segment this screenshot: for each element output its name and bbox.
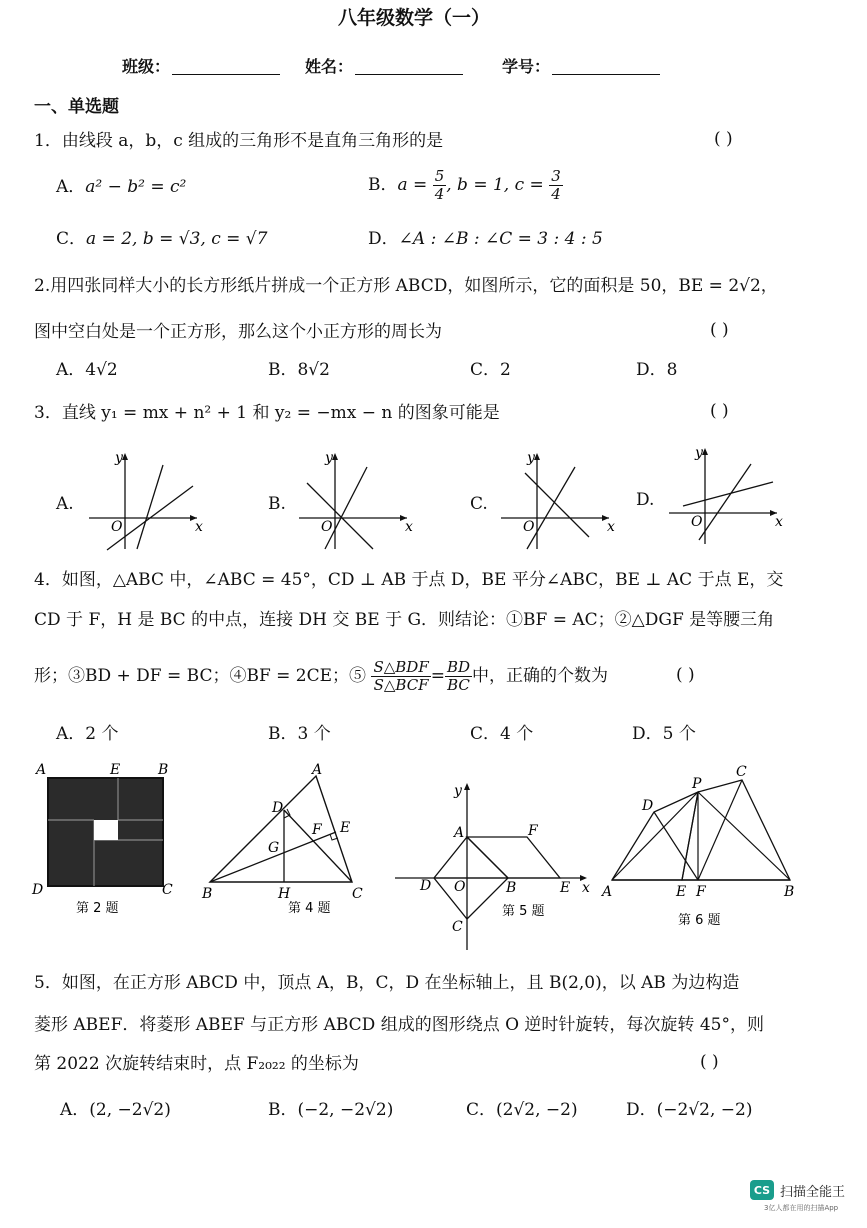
q2-option-a: A．4√2 bbox=[56, 360, 118, 380]
q5-line2: 菱形 ABEF．将菱形 ABEF 与正方形 ABCD 组成的图形绕点 O 逆时针旋转，每次旋转 45°，则 bbox=[34, 1015, 764, 1035]
q3-answer-paren: ( ) bbox=[710, 401, 729, 421]
label-a: A bbox=[36, 762, 47, 778]
figure-2 bbox=[30, 760, 190, 930]
q1-b-frac1-num: 5 bbox=[434, 167, 445, 185]
x-label: x bbox=[195, 519, 203, 535]
label-f: F bbox=[528, 823, 538, 839]
q4-line2: CD 于 F，H 是 BC 的中点，连接 DH 交 BE 于 G．则结论：①BF = AC；②△DGF 是等腰三角 bbox=[34, 610, 775, 630]
q4-line3-pre: 形；③BD + DF = BC；④BF = 2CE；⑤ bbox=[34, 666, 367, 686]
q5-line1: 5．如图，在正方形 ABCD 中，顶点 A，B，C，D 在坐标轴上，且 B(2,0)，以 AB 为边构造 bbox=[34, 973, 740, 993]
q5-answer-paren: ( ) bbox=[700, 1052, 719, 1072]
segment-cf bbox=[698, 780, 742, 880]
q1-option-a bbox=[56, 177, 186, 197]
q4-option-b: B．3 个 bbox=[268, 724, 331, 744]
q5-option-a: A．(2, −2√2) bbox=[60, 1100, 171, 1120]
q1-a-label: A． bbox=[56, 177, 86, 197]
class-label: 班级： bbox=[122, 57, 171, 76]
label-c: C bbox=[736, 764, 747, 780]
y-label: y bbox=[527, 450, 535, 466]
q2-option-c: C．2 bbox=[470, 360, 511, 380]
section-heading: 一、单选题 bbox=[34, 97, 119, 117]
q4-equals: = bbox=[430, 666, 445, 686]
q1-d-math: ∠A : ∠B : ∠C = 3 : 4 : 5 bbox=[398, 229, 603, 249]
class-field bbox=[122, 57, 280, 77]
q1-b-frac1 bbox=[433, 168, 447, 203]
figure-5 bbox=[390, 775, 600, 955]
q3-option-c: C. bbox=[470, 494, 488, 514]
camscanner-logo: CS bbox=[750, 1180, 774, 1200]
x-label: x bbox=[405, 519, 413, 535]
label-e: E bbox=[560, 880, 571, 896]
q4-area-num: S△BDF bbox=[373, 658, 429, 676]
q1-b-math-pre: a = bbox=[397, 175, 428, 195]
q2-option-b: B．8√2 bbox=[268, 360, 330, 380]
q1-a-math: a² − b² = c² bbox=[85, 177, 187, 197]
label-d: D bbox=[642, 798, 654, 814]
label-b: B bbox=[202, 886, 213, 902]
name-label: 姓名： bbox=[305, 57, 354, 76]
q1-b-frac2-num: 3 bbox=[551, 167, 561, 185]
label-y: y bbox=[454, 783, 462, 799]
label-b: B bbox=[158, 762, 169, 778]
q1-c-label: C． bbox=[56, 229, 87, 249]
label-p: P bbox=[692, 776, 702, 792]
q2-option-d: D．8 bbox=[636, 360, 678, 380]
fig5-caption: 第 5 题 bbox=[502, 904, 545, 919]
label-e: E bbox=[676, 884, 687, 900]
label-f: F bbox=[696, 884, 706, 900]
origin-label: O bbox=[321, 519, 333, 535]
q5-option-c: C．(2√2, −2) bbox=[466, 1100, 578, 1120]
id-blank bbox=[552, 58, 660, 75]
q5-line3: 第 2022 次旋转结束时，点 F₂₀₂₂ 的坐标为 bbox=[34, 1054, 359, 1074]
name-blank bbox=[355, 58, 463, 75]
label-d: D bbox=[32, 882, 44, 898]
name-field bbox=[305, 57, 463, 77]
label-a: A bbox=[454, 825, 465, 841]
q1-b-frac1-den: 4 bbox=[434, 185, 445, 203]
fig2-caption: 第 2 题 bbox=[76, 901, 119, 916]
q1-stem: 1．由线段 a，b，c 组成的三角形不是直角三角形的是 bbox=[34, 131, 444, 151]
q4-side-den: BC bbox=[447, 676, 470, 694]
q2-line1: 2.用四张同样大小的长方形纸片拼成一个正方形 ABCD，如图所示，它的面积是 50，BE = 2√2， bbox=[34, 276, 778, 296]
segment-pb bbox=[698, 792, 790, 880]
q5-option-b: B．(−2, −2√2) bbox=[268, 1100, 394, 1120]
rhombus-abef bbox=[467, 837, 560, 878]
label-f: F bbox=[312, 822, 322, 838]
label-c: C bbox=[452, 919, 463, 935]
q1-b-math-mid: , b = 1, c = bbox=[446, 175, 544, 195]
q3-graph-c bbox=[497, 445, 617, 555]
q1-option-d bbox=[368, 229, 603, 249]
origin-label: O bbox=[691, 514, 703, 530]
q4-area-ratio bbox=[371, 659, 430, 694]
q3-stem: 3．直线 y₁ = mx + n² + 1 和 y₂ = −mx − n 的图象可能是 bbox=[34, 403, 500, 423]
class-blank bbox=[172, 58, 280, 75]
segment-ap bbox=[612, 792, 698, 880]
scanner-watermark bbox=[750, 1180, 846, 1212]
q4-option-d: D．5 个 bbox=[632, 724, 696, 744]
q3-graph-a bbox=[85, 445, 205, 555]
q4-answer-paren: ( ) bbox=[676, 665, 695, 685]
q5-option-d: D．(−2√2, −2) bbox=[626, 1100, 753, 1120]
q3-option-b: B. bbox=[268, 494, 286, 514]
line-2 bbox=[527, 467, 575, 549]
q2-line2: 图中空白处是一个正方形，那么这个小正方形的周长为 bbox=[34, 322, 442, 342]
figure-6 bbox=[598, 762, 808, 932]
page-title: 八年级数学（一） bbox=[338, 7, 491, 29]
origin-label: O bbox=[111, 519, 123, 535]
q1-b-frac2-den: 4 bbox=[551, 185, 561, 203]
y-arrow-icon bbox=[464, 783, 470, 790]
q3-option-d: D. bbox=[636, 490, 655, 510]
q3-option-a: A. bbox=[56, 494, 74, 514]
camscanner-name: 扫描全能王 bbox=[780, 1184, 846, 1200]
small-white-square bbox=[94, 820, 118, 840]
label-c: C bbox=[162, 882, 173, 898]
line-2 bbox=[699, 464, 751, 540]
q4-side-num: BD bbox=[446, 658, 471, 676]
q4-line3 bbox=[34, 654, 608, 700]
label-d: D bbox=[420, 878, 432, 894]
line-1 bbox=[683, 482, 773, 506]
label-a: A bbox=[602, 884, 613, 900]
id-field bbox=[502, 57, 660, 77]
line-1 bbox=[307, 483, 373, 549]
figure-4 bbox=[200, 760, 370, 930]
y-label: y bbox=[115, 450, 123, 466]
q4-line3-post: 中，正确的个数为 bbox=[472, 666, 609, 686]
q2-answer-paren: ( ) bbox=[710, 320, 729, 340]
label-b: B bbox=[784, 884, 795, 900]
y-label: y bbox=[695, 445, 703, 461]
q1-option-b bbox=[368, 165, 563, 209]
id-label: 学号： bbox=[502, 57, 551, 76]
q1-option-c bbox=[56, 229, 267, 249]
triangle-abc bbox=[210, 776, 352, 882]
x-label: x bbox=[607, 519, 615, 535]
label-o: O bbox=[454, 879, 466, 895]
q3-graph-d bbox=[665, 440, 785, 550]
fig6-caption: 第 6 题 bbox=[678, 913, 721, 928]
q1-answer-paren: ( ) bbox=[714, 129, 733, 149]
segment-df bbox=[654, 812, 698, 880]
label-e: E bbox=[110, 762, 121, 778]
q4-option-a: A．2 个 bbox=[56, 724, 119, 744]
line-1 bbox=[525, 473, 589, 537]
q4-side-ratio bbox=[445, 659, 472, 694]
label-a: A bbox=[312, 762, 323, 778]
q4-line1: 4．如图，△ABC 中，∠ABC = 45°，CD ⊥ AB 于点 D，BE 平分∠ABC，BE ⊥ AC 于点 E，交 bbox=[34, 570, 784, 590]
label-b: B bbox=[506, 880, 517, 896]
q1-b-label: B． bbox=[368, 175, 398, 195]
label-x: x bbox=[582, 880, 590, 896]
origin-label: O bbox=[523, 519, 535, 535]
label-h: H bbox=[278, 886, 291, 902]
label-d: D bbox=[272, 800, 284, 816]
camscanner-slogan: 3亿人都在用的扫描App bbox=[764, 1204, 839, 1212]
q3-graph-b bbox=[295, 445, 415, 555]
x-label: x bbox=[775, 514, 783, 530]
q1-c-math: a = 2, b = √3, c = √7 bbox=[86, 229, 268, 249]
y-label: y bbox=[325, 450, 333, 466]
fig4-caption: 第 4 题 bbox=[288, 901, 331, 916]
q4-option-c: C．4 个 bbox=[470, 724, 534, 744]
label-e: E bbox=[340, 820, 351, 836]
label-c: C bbox=[352, 886, 363, 902]
q1-d-label: D． bbox=[368, 229, 399, 249]
q4-area-den: S△BCF bbox=[373, 676, 429, 694]
q1-b-frac2 bbox=[549, 168, 563, 203]
label-g: G bbox=[268, 840, 280, 856]
line-2 bbox=[137, 465, 163, 549]
